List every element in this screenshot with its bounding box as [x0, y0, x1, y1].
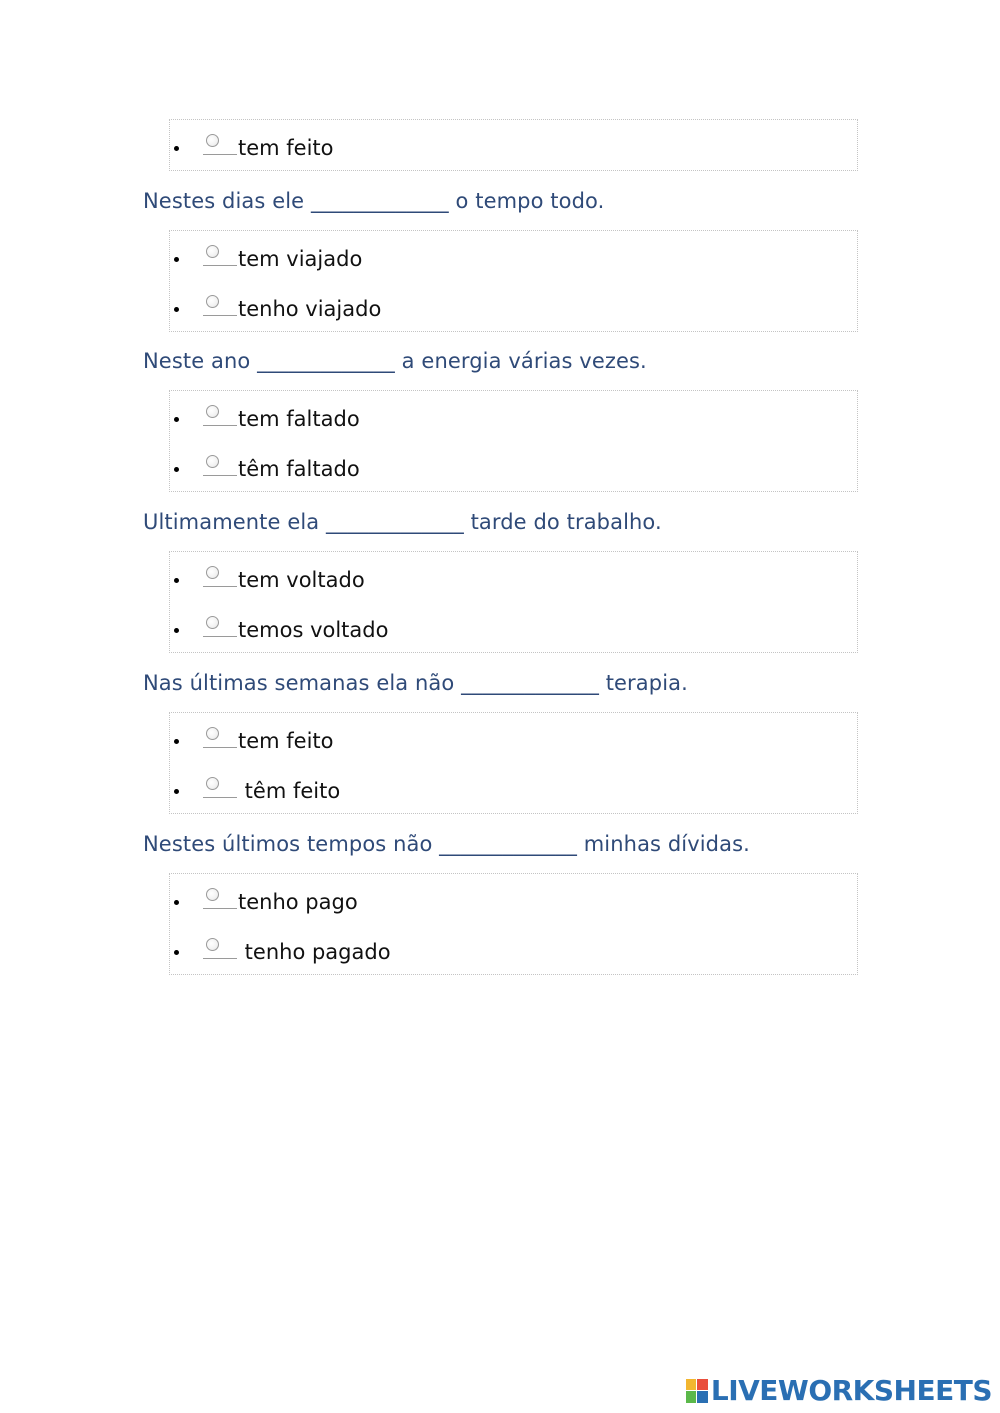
option-label: tenho pago	[238, 890, 358, 914]
question-text: Ultimamente ela _____________ tarde do trabalho.	[143, 510, 662, 534]
option-label: tem viajado	[238, 247, 363, 271]
options-box	[169, 230, 858, 332]
answer-line	[203, 797, 237, 798]
answer-line	[203, 586, 237, 587]
radio-icon[interactable]	[206, 566, 219, 579]
radio-icon[interactable]	[206, 777, 219, 790]
option-label: têm feito	[238, 779, 341, 803]
answer-line	[203, 154, 237, 155]
option-label: tem faltado	[238, 407, 360, 431]
option-item[interactable]	[170, 888, 857, 918]
radio-icon[interactable]	[206, 727, 219, 740]
option-item[interactable]	[170, 616, 857, 646]
options-box	[169, 712, 858, 814]
radio-icon[interactable]	[206, 455, 219, 468]
option-item[interactable]	[170, 566, 857, 596]
bullet-icon	[174, 628, 179, 633]
radio-icon[interactable]	[206, 888, 219, 901]
bullet-icon	[174, 257, 179, 262]
options-box	[169, 551, 858, 653]
answer-line	[203, 475, 237, 476]
option-item[interactable]	[170, 455, 857, 485]
bullet-icon	[174, 789, 179, 794]
answer-line	[203, 636, 237, 637]
bullet-icon	[174, 578, 179, 583]
option-item[interactable]	[170, 727, 857, 757]
bullet-icon	[174, 900, 179, 905]
answer-line	[203, 315, 237, 316]
option-item[interactable]	[170, 938, 857, 968]
option-label: tem feito	[238, 729, 334, 753]
radio-icon[interactable]	[206, 295, 219, 308]
option-label: têm faltado	[238, 457, 360, 481]
bullet-icon	[174, 950, 179, 955]
bullet-icon	[174, 146, 179, 151]
logo-text: LIVEWORKSHEETS	[710, 1374, 992, 1407]
radio-icon[interactable]	[206, 134, 219, 147]
option-item[interactable]	[170, 405, 857, 435]
options-box	[169, 390, 858, 492]
option-label: tem voltado	[238, 568, 365, 592]
liveworksheets-logo	[686, 1374, 992, 1407]
option-label: temos voltado	[238, 618, 389, 642]
answer-line	[203, 958, 237, 959]
bullet-icon	[174, 739, 179, 744]
bullet-icon	[174, 417, 179, 422]
radio-icon[interactable]	[206, 405, 219, 418]
option-item[interactable]	[170, 134, 857, 164]
question-text: Nestes últimos tempos não _____________ minhas dívidas.	[143, 832, 750, 856]
answer-line	[203, 747, 237, 748]
answer-line	[203, 265, 237, 266]
option-item[interactable]	[170, 777, 857, 807]
bullet-icon	[174, 467, 179, 472]
question-text: Nas últimas semanas ela não _____________ terapia.	[143, 671, 688, 695]
option-label: tenho viajado	[238, 297, 382, 321]
options-box	[169, 119, 858, 171]
question-text: Neste ano _____________ a energia várias vezes.	[143, 349, 647, 373]
option-item[interactable]	[170, 245, 857, 275]
radio-icon[interactable]	[206, 616, 219, 629]
bullet-icon	[174, 307, 179, 312]
liveworksheets-logo-icon	[686, 1379, 708, 1403]
option-label: tem feito	[238, 136, 334, 160]
option-label: tenho pagado	[238, 940, 391, 964]
radio-icon[interactable]	[206, 245, 219, 258]
answer-line	[203, 908, 237, 909]
question-text: Nestes dias ele _____________ o tempo todo.	[143, 189, 605, 213]
radio-icon[interactable]	[206, 938, 219, 951]
answer-line	[203, 425, 237, 426]
options-box	[169, 873, 858, 975]
option-item[interactable]	[170, 295, 857, 325]
